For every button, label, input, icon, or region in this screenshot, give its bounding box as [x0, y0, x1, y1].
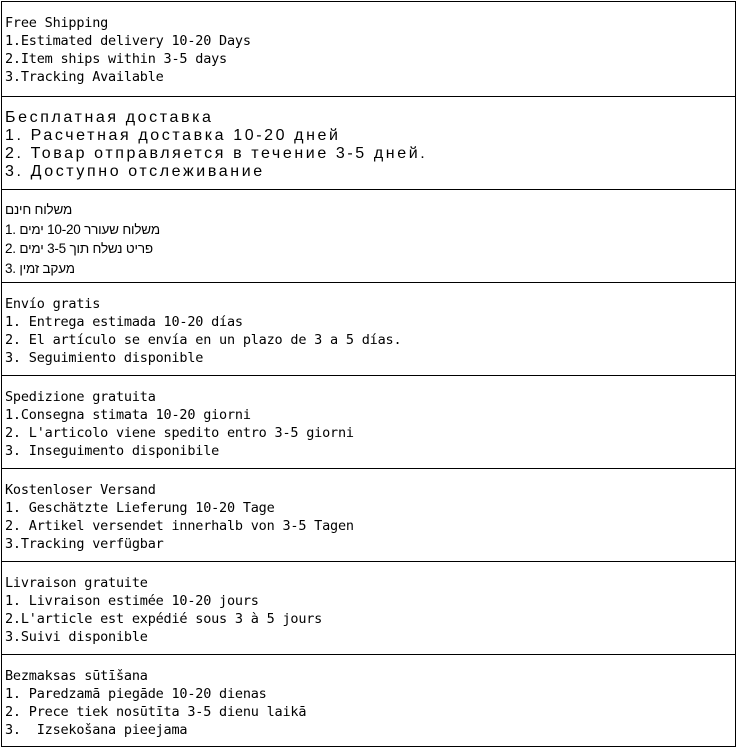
list-item: 3.Tracking verfügbar	[5, 536, 164, 552]
list-item: 1. Расчетная доставка 10-20 дней	[5, 127, 341, 144]
section-title: Livraison gratuite	[5, 575, 148, 591]
list-item: 2.L'article est expédié sous 3 à 5 jours	[5, 611, 323, 627]
list-item: 2. L'articolo viene spedito entro 3-5 giorni	[5, 425, 354, 441]
list-item: 2. פריט נשלח תוך 3-5 ימים	[5, 241, 153, 256]
list-item: 2. Товар отправляется в течение 3-5 дней.	[5, 145, 428, 162]
section-title: Free Shipping	[5, 15, 109, 31]
list-item: 3. Доступно отслеживание	[5, 163, 265, 180]
section-german	[2, 469, 735, 562]
section-title: Envío gratis	[5, 296, 101, 312]
section-title: Bezmaksas sūtīšana	[5, 668, 148, 684]
shipping-info-table	[1, 1, 736, 747]
list-item: 1. משלוח שעורר 10-20 ימים	[5, 221, 160, 237]
list-item: 1. Entrega estimada 10-20 días	[5, 314, 243, 330]
section-french	[2, 562, 735, 655]
list-item: 3. Izsekošana pieejama	[5, 722, 188, 738]
section-italian	[2, 376, 735, 469]
list-item: 2. Artikel versendet innerhalb von 3-5 Tagen	[5, 518, 354, 534]
list-item: 1. Livraison estimée 10-20 jours	[5, 593, 259, 609]
list-item: 3. מעקב זמין	[5, 260, 75, 276]
list-item: 2. Prece tiek nosūtīta 3-5 dienu laikā	[5, 704, 307, 720]
section-russian	[2, 97, 735, 190]
list-item: 3. Inseguimento disponibile	[5, 443, 220, 459]
section-title: Spedizione gratuita	[5, 389, 156, 405]
section-title: Бесплатная доставка	[5, 109, 214, 126]
section-spanish	[2, 283, 735, 376]
list-item: 2.Item ships within 3-5 days	[5, 51, 227, 67]
list-item: 1. Geschätzte Lieferung 10-20 Tage	[5, 500, 275, 516]
list-item: 3.Tracking Available	[5, 69, 164, 85]
section-title: משלוח חינם	[5, 202, 73, 217]
list-item: 3.Suivi disponible	[5, 629, 148, 645]
list-item: 1. Paredzamā piegāde 10-20 dienas	[5, 686, 267, 702]
list-item: 3. Seguimiento disponible	[5, 350, 204, 366]
list-item: 1.Estimated delivery 10-20 Days	[5, 33, 251, 49]
list-item: 2. El artículo se envía en un plazo de 3 a 5 días.	[5, 332, 402, 348]
section-english	[2, 2, 735, 97]
section-latvian	[2, 655, 735, 746]
section-hebrew	[2, 190, 735, 283]
section-title: Kostenloser Versand	[5, 482, 156, 498]
list-item: 1.Consegna stimata 10-20 giorni	[5, 407, 251, 423]
